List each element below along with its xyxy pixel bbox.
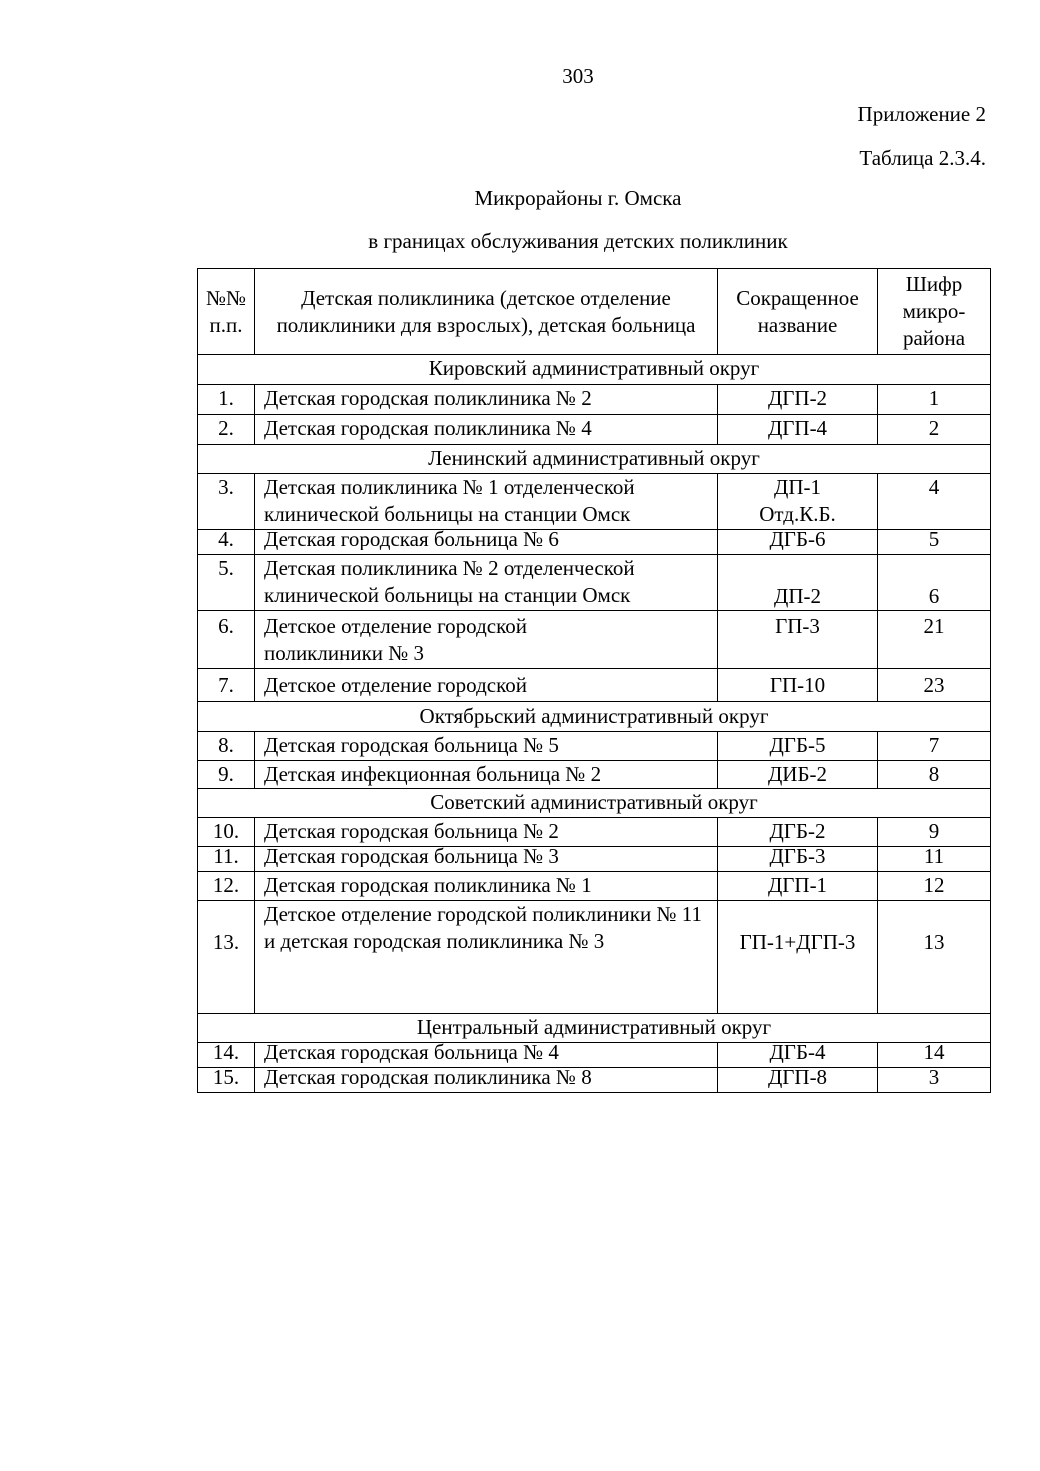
- row-short-name: ГП-3: [718, 611, 878, 669]
- page-number: 303: [562, 64, 594, 88]
- district-row: Центральный административный округ: [198, 1014, 991, 1043]
- row-clinic: Детская городская больница № 6: [255, 530, 718, 555]
- row-short-name: ДГП-1: [718, 872, 878, 901]
- row-clinic: Детская городская поликлиника № 2: [255, 385, 718, 415]
- row-code: 6: [878, 555, 991, 611]
- row-clinic: Детская поликлиника № 2 отделенческой клинической больницы на станции Омск: [255, 555, 718, 611]
- table-row: [198, 530, 991, 555]
- row-short-name: ДП-1 Отд.К.Б.: [718, 474, 878, 530]
- row-short-name: ДИБ-2: [718, 761, 878, 789]
- row-code: 2: [878, 415, 991, 445]
- row-number: 6.: [198, 611, 255, 669]
- row-number: 13.: [198, 901, 255, 1014]
- row-short-name: ДП-2: [718, 555, 878, 611]
- district-row: Советский административный округ: [198, 789, 991, 818]
- table-row: [198, 415, 991, 445]
- row-clinic: Детская поликлиника № 1 отделенческой клинической больницы на станции Омск: [255, 474, 718, 530]
- table-row: [198, 761, 991, 789]
- row-code: 3: [878, 1068, 991, 1093]
- row-short-name: ДГП-4: [718, 415, 878, 445]
- microdistricts-table: [197, 268, 991, 1093]
- table-subtitle: в границах обслуживания детских поликлиник: [368, 229, 788, 253]
- row-number: 10.: [198, 818, 255, 847]
- row-number: 9.: [198, 761, 255, 789]
- table-row: [198, 669, 991, 702]
- row-short-name: ДГБ-5: [718, 732, 878, 761]
- table-row: [198, 1068, 991, 1093]
- table-row: [198, 818, 991, 847]
- row-clinic: Детское отделение городской поликлиники № 11 и детская городская поликлиника № 3: [255, 901, 718, 1014]
- row-code: 13: [878, 901, 991, 1014]
- header-clinic: Детская поликлиника (детское отделение поликлиники для взрослых), детская больница: [255, 269, 718, 355]
- row-number: 1.: [198, 385, 255, 415]
- table-row: [198, 872, 991, 901]
- row-number: 3.: [198, 474, 255, 530]
- table-row: [198, 1043, 991, 1068]
- table-label: Таблица 2.3.4.: [859, 146, 986, 170]
- row-number: 7.: [198, 669, 255, 702]
- row-clinic: Детская городская больница № 3: [255, 847, 718, 872]
- row-number: 5.: [198, 555, 255, 611]
- row-clinic: Детская городская больница № 2: [255, 818, 718, 847]
- header-short-name: Сокращенное название: [718, 269, 878, 355]
- row-code: 7: [878, 732, 991, 761]
- row-short-name: ДГП-8: [718, 1068, 878, 1093]
- district-row: Кировский административный округ: [198, 355, 991, 385]
- row-code: 5: [878, 530, 991, 555]
- row-clinic: Детское отделение городской: [255, 669, 718, 702]
- row-clinic: Детская городская поликлиника № 1: [255, 872, 718, 901]
- row-code: 12: [878, 872, 991, 901]
- table-row: [198, 474, 991, 530]
- row-code: 14: [878, 1043, 991, 1068]
- table-row: [198, 555, 991, 611]
- table-row: [198, 901, 991, 1014]
- row-clinic: Детская инфекционная больница № 2: [255, 761, 718, 789]
- row-number: 12.: [198, 872, 255, 901]
- row-short-name: ДГБ-2: [718, 818, 878, 847]
- district-row: Октябрьский административный округ: [198, 702, 991, 732]
- row-short-name: ДГП-2: [718, 385, 878, 415]
- row-clinic: Детская городская поликлиника № 8: [255, 1068, 718, 1093]
- row-clinic: Детская городская больница № 5: [255, 732, 718, 761]
- row-short-name: ГП-1+ДГП-3: [718, 901, 878, 1014]
- row-code: 1: [878, 385, 991, 415]
- row-code: 11: [878, 847, 991, 872]
- row-number: 2.: [198, 415, 255, 445]
- row-number: 4.: [198, 530, 255, 555]
- row-number: 14.: [198, 1043, 255, 1068]
- header-number: №№ п.п.: [198, 269, 255, 355]
- table-title: Микрорайоны г. Омска: [474, 186, 682, 210]
- row-code: 21: [878, 611, 991, 669]
- district-row: Ленинский административный округ: [198, 445, 991, 474]
- table-row: [198, 611, 991, 669]
- row-clinic: Детское отделение городской поликлиники № 3: [255, 611, 718, 669]
- table-row: [198, 385, 991, 415]
- row-short-name: ДГБ-6: [718, 530, 878, 555]
- row-code: 8: [878, 761, 991, 789]
- row-short-name: ДГБ-3: [718, 847, 878, 872]
- row-code: 9: [878, 818, 991, 847]
- header-microdistrict-code: Шифр микро-района: [878, 269, 991, 355]
- appendix-label: Приложение 2: [857, 102, 986, 126]
- table-row: [198, 847, 991, 872]
- row-clinic: Детская городская больница № 4: [255, 1043, 718, 1068]
- row-short-name: ДГБ-4: [718, 1043, 878, 1068]
- table-row: [198, 732, 991, 761]
- row-short-name: ГП-10: [718, 669, 878, 702]
- row-number: 8.: [198, 732, 255, 761]
- row-code: 4: [878, 474, 991, 530]
- row-clinic: Детская городская поликлиника № 4: [255, 415, 718, 445]
- row-code: 23: [878, 669, 991, 702]
- row-number: 11.: [198, 847, 255, 872]
- row-number: 15.: [198, 1068, 255, 1093]
